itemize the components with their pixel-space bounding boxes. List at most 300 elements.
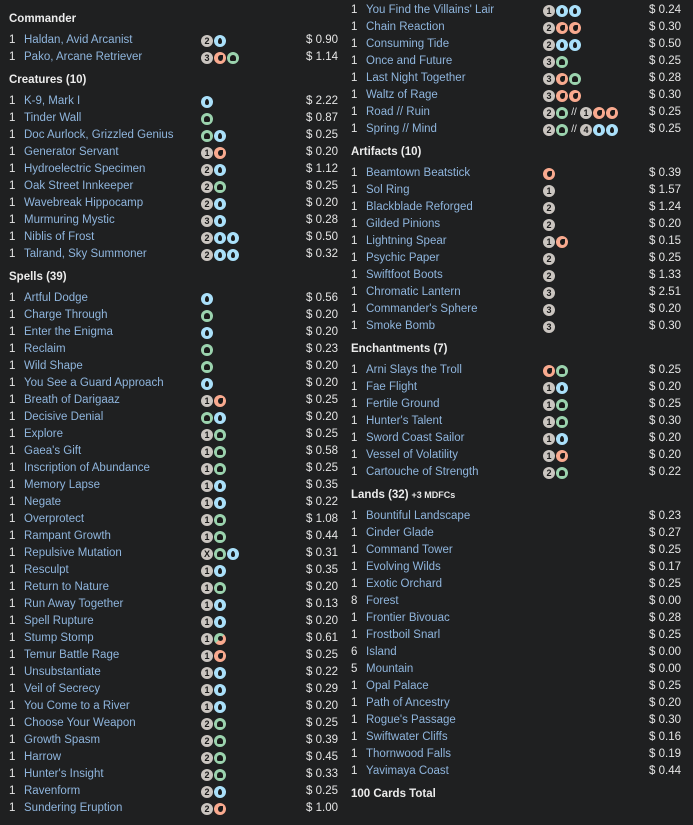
card-price: $ 0.31 [306,547,338,559]
green-mana-icon [556,56,568,68]
mana-cost [201,180,227,193]
mana-cost [543,38,582,51]
card-row [9,229,342,246]
card-row [9,698,342,715]
mana-cost [543,286,556,299]
mana-cost [201,632,227,645]
card-name-link[interactable]: Yavimaya Coast [366,765,449,777]
green-mana-icon [201,113,213,125]
green-mana-icon [227,52,239,64]
blue-mana-icon [214,565,226,577]
card-quantity: 1 [9,112,16,124]
card-quantity: 1 [9,802,16,814]
red-mana-icon [556,450,568,462]
card-name-link[interactable]: Wild Shape [24,360,83,372]
card-name-link[interactable]: Arni Slays the Troll [366,364,462,376]
card-name-link[interactable]: Fae Flight [366,381,418,393]
card-name-link[interactable]: Oak Street Innkeeper [24,180,134,192]
generic-mana-icon: 3 [543,321,555,333]
card-name-link[interactable]: Thornwood Falls [366,748,452,760]
card-name-link[interactable]: Haldan, Avid Arcanist [24,34,133,46]
card-price: $ 0.32 [306,248,338,260]
card-quantity: 1 [9,343,16,355]
green-mana-icon [214,463,226,475]
green-mana-icon [214,718,226,730]
card-name-link[interactable]: Blackblade Reforged [366,201,473,213]
card-name-link[interactable]: Forest [366,595,399,607]
card-quantity: 1 [351,201,358,213]
generic-mana-icon: 2 [543,253,555,265]
card-row [351,661,685,678]
card-quantity: 1 [351,72,358,84]
red-mana-icon [543,365,555,377]
generic-mana-icon: 1 [201,395,213,407]
card-quantity: 1 [351,106,358,118]
card-quantity: 1 [351,269,358,281]
card-quantity: 1 [9,649,16,661]
card-name-link[interactable]: Path of Ancestry [366,697,450,709]
card-quantity: 1 [9,326,16,338]
card-price: $ 0.35 [306,564,338,576]
card-price: $ 0.25 [649,364,681,376]
card-row [351,2,685,19]
generic-mana-icon: 1 [201,650,213,662]
card-quantity: 1 [351,398,358,410]
card-row [9,647,342,664]
card-price: $ 0.28 [649,72,681,84]
mana-cost [543,21,582,34]
card-name-link[interactable]: Sword Coast Sailor [366,432,465,444]
mana-cost [201,428,227,441]
card-name-link[interactable]: Hunter's Talent [366,415,443,427]
mana-cost [543,303,556,316]
card-row [351,19,685,36]
card-name-link[interactable]: Temur Battle Rage [24,649,120,661]
card-quantity: 1 [9,530,16,542]
section-title: Commander [9,13,77,25]
card-name-link[interactable]: Frontier Bivouac [366,612,450,624]
generic-mana-icon: 1 [201,667,213,679]
card-price: $ 0.30 [649,415,681,427]
card-name-link[interactable]: Doc Aurlock, Grizzled Genius [24,129,174,141]
card-price: $ 0.50 [306,231,338,243]
card-row [351,379,685,396]
card-price: $ 0.25 [306,717,338,729]
card-price: $ 0.25 [306,649,338,661]
card-name-link[interactable]: Wavebreak Hippocamp [24,197,144,209]
red-mana-icon [214,803,226,815]
card-quantity: 1 [351,4,358,16]
card-name-link[interactable]: Overprotect [24,513,85,525]
card-price: $ 0.28 [649,612,681,624]
card-name-link[interactable]: Once and Future [366,55,453,67]
card-name-link[interactable]: Rogue's Passage [366,714,456,726]
card-row [9,545,342,562]
card-quantity: 1 [9,734,16,746]
blue-mana-icon [556,433,568,445]
card-name-link[interactable]: Last Night Together [366,72,466,84]
generic-mana-icon: 3 [201,215,213,227]
card-name-link[interactable]: Bountiful Landscape [366,510,471,522]
card-quantity: 1 [351,714,358,726]
mana-cost [543,4,582,17]
card-row [351,36,685,53]
card-name-link[interactable]: K-9, Mark I [24,95,81,107]
card-name-link[interactable]: Growth Spasm [24,734,101,746]
card-quantity: 1 [351,432,358,444]
card-row [351,610,685,627]
generic-mana-icon: 1 [543,5,555,17]
card-quantity: 1 [351,578,358,590]
mana-cost [543,398,569,411]
mana-cost [543,432,569,445]
generic-mana-icon: 1 [543,416,555,428]
card-quantity: 1 [9,632,16,644]
card-price: $ 0.16 [649,731,681,743]
card-price: $ 1.24 [649,201,681,213]
mana-cost [201,683,227,696]
section-title: Artifacts [351,146,398,158]
card-name-link[interactable]: Harrow [24,751,62,763]
card-price: $ 0.20 [649,697,681,709]
card-quantity: 1 [351,235,358,247]
section-title: Spells [9,271,43,283]
card-name-link[interactable]: Evolving Wilds [366,561,441,573]
card-quantity: 1 [9,309,16,321]
card-name-link[interactable]: Island [366,646,397,658]
card-name-link[interactable]: Breath of Darigaaz [24,394,120,406]
card-quantity: 1 [9,428,16,440]
split-card-separator: // [571,107,577,118]
mana-cost [201,785,227,798]
card-price: $ 0.00 [649,595,681,607]
card-quantity: 1 [9,462,16,474]
card-name-link[interactable]: Run Away Together [24,598,124,610]
card-name-link[interactable]: Rampant Growth [24,530,111,542]
card-quantity: 1 [351,510,358,522]
card-price: $ 0.33 [306,768,338,780]
card-name-link[interactable]: Murmuring Mystic [24,214,115,226]
blue-mana-icon [214,130,226,142]
card-price: $ 0.56 [306,292,338,304]
card-quantity: 1 [351,38,358,50]
card-name-link[interactable]: Veil of Secrecy [24,683,101,695]
card-quantity: 1 [9,615,16,627]
card-name-link[interactable]: Frostboil Snarl [366,629,441,641]
card-name-link[interactable]: Waltz of Rage [366,89,438,101]
mana-cost [201,309,214,322]
mana-cost [201,214,227,227]
card-quantity: 1 [9,598,16,610]
card-quantity: 1 [351,612,358,624]
blue-mana-icon [214,497,226,509]
generic-mana-icon: 1 [201,531,213,543]
generic-mana-icon: 3 [543,304,555,316]
mana-cost [543,364,569,377]
card-name-link[interactable]: Choose Your Weapon [24,717,136,729]
card-row [9,110,342,127]
card-quantity: 1 [9,197,16,209]
card-quantity: 1 [9,34,16,46]
generic-mana-icon: 1 [543,185,555,197]
card-name-link[interactable]: Cinder Glade [366,527,434,539]
card-price: $ 0.22 [306,666,338,678]
card-quantity: 1 [351,697,358,709]
card-name-link[interactable]: Cartouche of Strength [366,466,479,478]
card-name-link[interactable]: Swiftfoot Boots [366,269,443,281]
card-row [9,613,342,630]
generic-mana-icon: 2 [201,35,213,47]
mana-cost [201,51,240,64]
card-quantity: 1 [351,544,358,556]
green-mana-icon [556,365,568,377]
card-row [351,525,685,542]
mana-cost [201,95,214,108]
card-name-link[interactable]: Generator Servant [24,146,119,158]
mana-cost [201,411,227,424]
card-name-link[interactable]: Unsubstantiate [24,666,101,678]
card-name-link[interactable]: Charge Through [24,309,108,321]
mana-cost [201,34,227,47]
card-name-link[interactable]: Swiftwater Cliffs [366,731,448,743]
card-row [9,511,342,528]
generic-mana-icon: 2 [543,202,555,214]
card-price: $ 0.25 [306,785,338,797]
green-mana-icon [214,769,226,781]
generic-mana-icon: 1 [201,582,213,594]
card-name-link[interactable]: Command Tower [366,544,453,556]
blue-mana-icon [214,480,226,492]
card-name-link[interactable]: Explore [24,428,63,440]
card-quantity: 1 [351,364,358,376]
green-mana-icon [214,181,226,193]
card-quantity: 1 [9,513,16,525]
green-mana-icon [214,514,226,526]
card-row [351,627,685,644]
card-price: $ 2.22 [306,95,338,107]
card-name-link[interactable]: You Find the Villains' Lair [366,4,495,16]
card-name-link[interactable]: You See a Guard Approach [24,377,164,389]
card-name-link[interactable]: Gaea's Gift [24,445,82,457]
section-title: Enchantments [351,343,431,355]
card-price: $ 1.57 [649,184,681,196]
green-mana-icon [214,752,226,764]
mana-cost [201,248,240,261]
card-quantity: 1 [351,21,358,33]
card-name-link[interactable]: Resculpt [24,564,69,576]
generic-mana-icon: 1 [201,497,213,509]
blue-mana-icon [227,548,239,560]
mana-cost [201,581,227,594]
card-price: $ 0.35 [306,479,338,491]
blue-mana-icon [214,412,226,424]
card-name-link[interactable]: Consuming Tide [366,38,450,50]
card-row [9,392,342,409]
card-name-link[interactable]: You Come to a River [24,700,130,712]
card-row [9,596,342,613]
card-quantity: 1 [9,146,16,158]
card-quantity: 1 [351,303,358,315]
card-row [9,579,342,596]
mana-cost [201,129,227,142]
card-price: $ 0.20 [306,700,338,712]
mana-cost [543,381,569,394]
card-row [351,678,685,695]
section-count: (32) [388,489,409,501]
mana-cost [201,462,227,475]
card-name-link[interactable]: Niblis of Frost [24,231,95,243]
red-mana-icon [214,147,226,159]
card-row [9,732,342,749]
generic-mana-icon: 1 [201,701,213,713]
card-price: $ 0.39 [649,167,681,179]
card-row [351,644,685,661]
card-price: $ 0.23 [306,343,338,355]
blue-mana-icon [593,124,605,136]
card-quantity: 1 [9,377,16,389]
card-price: $ 0.25 [649,55,681,67]
mana-cost [543,218,556,231]
card-name-link[interactable]: Ravenform [24,785,81,797]
card-row [351,182,685,199]
card-name-link[interactable]: Smoke Bomb [366,320,436,332]
red-mana-icon [214,650,226,662]
card-name-link[interactable]: Commander's Sphere [366,303,478,315]
card-name-link[interactable]: Sundering Eruption [24,802,123,814]
card-name-link[interactable]: Stump Stomp [24,632,94,644]
mana-cost [201,700,227,713]
generic-mana-icon: 1 [201,429,213,441]
card-row [9,443,342,460]
card-quantity: 1 [9,751,16,763]
split-card-separator: // [571,124,577,135]
card-name-link[interactable]: Sol Ring [366,184,410,196]
mana-cost [201,326,214,339]
card-row [351,508,685,525]
blue-mana-icon [214,684,226,696]
card-name-link[interactable]: Chromatic Lantern [366,286,461,298]
card-row [9,681,342,698]
blue-mana-icon [556,39,568,51]
card-price: $ 0.20 [306,309,338,321]
card-name-link[interactable]: Opal Palace [366,680,429,692]
card-quantity: 1 [351,218,358,230]
card-name-link[interactable]: Inscription of Abundance [24,462,150,474]
card-name-link[interactable]: Spring // Mind [366,123,437,135]
mana-cost [201,292,214,305]
deck-total: 100 Cards Total [351,788,436,800]
card-row [9,93,342,110]
blue-mana-icon [201,378,213,390]
card-name-link[interactable]: Lightning Spear [366,235,447,247]
card-name-link[interactable]: Spell Rupture [24,615,94,627]
card-name-link[interactable]: Decisive Denial [24,411,104,423]
card-name-link[interactable]: Gilded Pinions [366,218,441,230]
card-name-link[interactable]: Reclaim [24,343,66,355]
card-price: $ 2.51 [649,286,681,298]
generic-mana-icon: 2 [201,232,213,244]
card-price: $ 0.25 [306,180,338,192]
card-row [9,32,342,49]
card-quantity: 1 [351,748,358,760]
card-quantity: 1 [351,381,358,393]
generic-mana-icon: 1 [201,633,213,645]
card-quantity: 1 [9,496,16,508]
mana-cost [543,167,556,180]
card-quantity: 1 [9,785,16,797]
blue-mana-icon [214,667,226,679]
generic-mana-icon: 3 [543,73,555,85]
card-price: $ 0.90 [306,34,338,46]
card-name-link[interactable]: Road // Ruin [366,106,430,118]
card-row [9,409,342,426]
green-mana-icon [556,124,568,136]
mana-cost [201,343,214,356]
card-name-link[interactable]: Talrand, Sky Summoner [24,248,147,260]
card-price: $ 0.39 [306,734,338,746]
mana-cost [201,734,227,747]
card-row [9,246,342,263]
generic-mana-icon: 1 [201,446,213,458]
card-name-link[interactable]: Tinder Wall [24,112,82,124]
mana-cost [201,802,227,815]
card-name-link[interactable]: Exotic Orchard [366,578,443,590]
generic-mana-icon: 2 [543,467,555,479]
card-row [351,267,685,284]
card-row [9,358,342,375]
card-name-link[interactable]: Repulsive Mutation [24,547,122,559]
card-quantity: 1 [9,479,16,491]
card-name-link[interactable]: Mountain [366,663,414,675]
card-row [9,562,342,579]
card-row [351,216,685,233]
mana-cost [201,649,227,662]
card-name-link[interactable]: Beamtown Beatstick [366,167,471,179]
card-price: $ 0.25 [649,544,681,556]
card-row [9,426,342,443]
card-name-link[interactable]: Artful Dodge [24,292,88,304]
generic-mana-icon: 1 [543,450,555,462]
red-mana-icon [569,90,581,102]
card-price: $ 0.20 [306,615,338,627]
card-price: $ 0.20 [306,326,338,338]
card-name-link[interactable]: Psychic Paper [366,252,440,264]
mana-cost [201,445,227,458]
card-name-link[interactable]: Memory Lapse [24,479,101,491]
card-quantity: 1 [9,768,16,780]
card-name-link[interactable]: Return to Nature [24,581,110,593]
card-name-link[interactable]: Chain Reaction [366,21,445,33]
card-name-link[interactable]: Negate [24,496,62,508]
card-name-link[interactable]: Enter the Enigma [24,326,113,338]
card-name-link[interactable]: Fertile Ground [366,398,440,410]
card-price: $ 0.20 [306,411,338,423]
card-price: $ 0.44 [306,530,338,542]
card-name-link[interactable]: Pako, Arcane Retriever [24,51,143,63]
card-price: $ 0.20 [306,146,338,158]
generic-mana-icon: 1 [201,565,213,577]
red-mana-icon [556,73,568,85]
mana-cost [543,201,556,214]
section-count: (7) [433,343,448,355]
card-row [9,766,342,783]
green-mana-icon [201,310,213,322]
card-name-link[interactable]: Vessel of Volatility [366,449,459,461]
section-count: (10) [65,74,87,86]
card-name-link[interactable]: Hunter's Insight [24,768,104,780]
card-price: $ 0.19 [649,748,681,760]
card-name-link[interactable]: Hydroelectric Specimen [24,163,146,175]
